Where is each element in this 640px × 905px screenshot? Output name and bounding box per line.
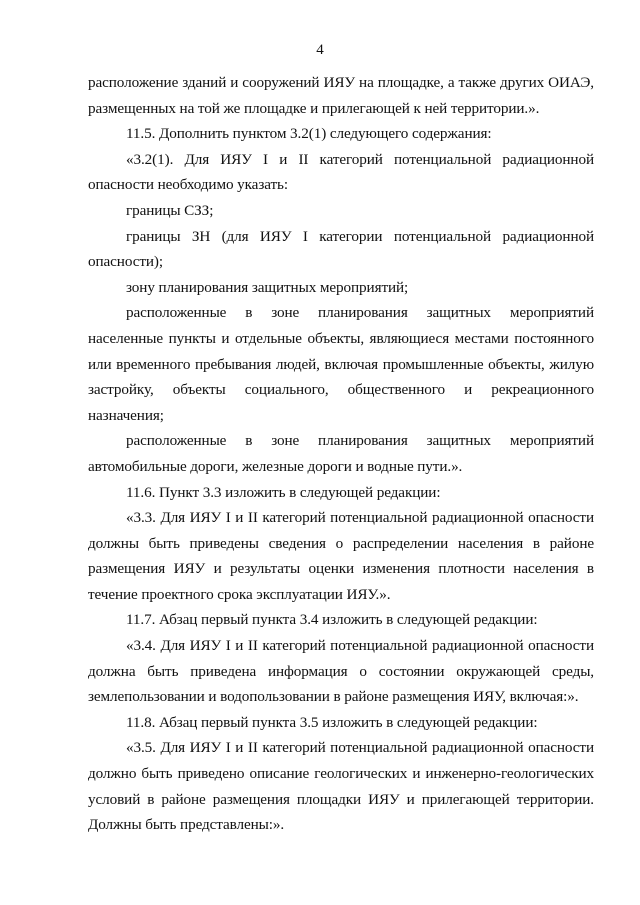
document-body	[88, 70, 594, 838]
paragraph: 11.7. Абзац первый пункта 3.4 изложить в следующей редакции:	[126, 611, 538, 629]
paragraph: «3.5. Для ИЯУ I и II категорий потенциальной радиационной опасности должно быть приведено описание геологических и инженерно-геологических условий в районе размещения площадки ИЯУ и прилегающей территории. Должны быть представлены:».	[88, 739, 594, 834]
paragraph: расположенные в зоне планирования защитных мероприятий населенные пункты и отдельные объекты, являющиеся местами постоянного или временного пребывания людей, включая промышленные объекты, жилую застройку, объекты социального, общественного и рекреационного назначения;	[88, 304, 594, 424]
paragraph: границы ЗН (для ИЯУ I категории потенциальной радиационной опасности);	[88, 227, 594, 271]
paragraph: «3.3. Для ИЯУ I и II категорий потенциальной радиационной опасности должны быть приведены сведения о распределении населения в районе размещения ИЯУ и результаты оценки изменения плотности населения в течение проектного срока эксплуатации ИЯУ.».	[88, 509, 594, 603]
paragraph: 11.8. Абзац первый пункта 3.5 изложить в следующей редакции:	[126, 713, 538, 731]
paragraph: 11.6. Пункт 3.3 изложить в следующей редакции:	[126, 483, 441, 501]
paragraph: «3.4. Для ИЯУ I и II категорий потенциальной радиационной опасности должна быть приведена информация о состоянии окружающей среды, землепользовании и водопользовании в районе размещения ИЯУ, включая:».	[88, 637, 594, 706]
paragraph: расположение зданий и сооружений ИЯУ на площадке, а также других ОИАЭ, размещенных на той же площадке и прилегающей к ней территории.».	[88, 74, 594, 117]
paragraph: зону планирования защитных мероприятий;	[126, 278, 409, 296]
page-number: 4	[316, 42, 324, 58]
paragraph: «3.2(1). Для ИЯУ I и II категорий потенциальной радиационной опасности необходимо указать:	[88, 150, 594, 194]
paragraph: расположенные в зоне планирования защитных мероприятий автомобильные дороги, железные дороги и водные пути.».	[88, 432, 594, 475]
paragraph: 11.5. Дополнить пунктом 3.2(1) следующего содержания:	[126, 125, 492, 143]
paragraph: границы СЗЗ;	[126, 201, 214, 219]
